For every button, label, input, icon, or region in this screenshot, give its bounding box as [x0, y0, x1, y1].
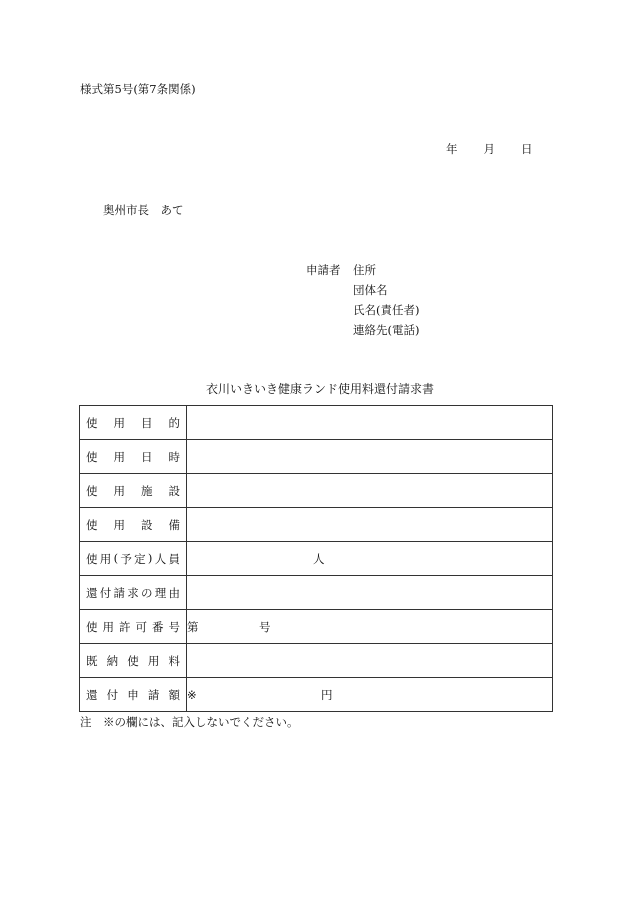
- table-row: [80, 508, 553, 542]
- row-label-char: 納: [106, 653, 119, 668]
- row-label-char: 的: [168, 415, 180, 430]
- row-value-field[interactable]: [187, 610, 553, 644]
- row-value-prefix: 第: [187, 619, 199, 634]
- date-year-label: 年: [446, 142, 458, 156]
- date-line: [446, 141, 533, 157]
- row-label-char: 時: [168, 449, 180, 464]
- row-label-char: 料: [168, 653, 180, 668]
- row-label-char: 使: [86, 619, 98, 634]
- row-label-char: 設: [141, 517, 153, 532]
- row-label: [80, 474, 187, 508]
- row-label-char: 定: [134, 551, 146, 566]
- row-label-char: 用: [102, 619, 114, 634]
- row-label-char: 備: [168, 517, 180, 532]
- table-row: [80, 610, 553, 644]
- row-label-char: 付: [106, 687, 119, 702]
- row-label-char: 使: [86, 415, 98, 430]
- applicant-contact-label: 連絡先(電話): [353, 323, 420, 337]
- row-label-char: 号: [168, 619, 180, 634]
- row-label: [80, 542, 187, 576]
- row-value-unit: 円: [321, 687, 333, 702]
- row-label-char: 用: [113, 415, 125, 430]
- row-value-unit: 人: [313, 551, 325, 566]
- row-label-char: 既: [86, 653, 98, 668]
- table-row: [80, 644, 553, 678]
- row-label: [80, 508, 187, 542]
- row-label-char: 目: [141, 415, 153, 430]
- applicant-label: 申請者: [306, 263, 341, 277]
- row-label-char: 予: [120, 551, 132, 566]
- table-row: [80, 440, 553, 474]
- row-label-char: 還: [86, 687, 98, 702]
- row-label: [80, 678, 187, 712]
- row-value-field[interactable]: [187, 474, 553, 508]
- row-label-char: 使: [86, 517, 98, 532]
- row-label-char: 理: [154, 585, 167, 600]
- addressee: 奥州市長 あて: [103, 203, 184, 217]
- row-value-field[interactable]: [187, 508, 553, 542]
- row-label-char: 用: [99, 551, 112, 566]
- row-label-char: (: [113, 550, 119, 565]
- form-number: 様式第5号(第7条関係): [80, 82, 196, 96]
- row-value-field[interactable]: [187, 440, 553, 474]
- row-label-char: 由: [168, 585, 180, 600]
- row-label-char: 番: [152, 619, 164, 634]
- applicant-name-label: 氏名(責任者): [353, 303, 420, 317]
- row-label: [80, 576, 187, 610]
- row-label: [80, 440, 187, 474]
- row-label-char: ): [147, 550, 153, 565]
- row-label-char: 額: [168, 687, 180, 702]
- row-label-char: 用: [113, 517, 125, 532]
- row-label-char: 施: [141, 483, 153, 498]
- row-label-char: 請: [113, 585, 125, 600]
- row-label: [80, 406, 187, 440]
- table-row: [80, 406, 553, 440]
- applicant-organization-label: 団体名: [353, 283, 388, 297]
- row-value-field[interactable]: [187, 644, 553, 678]
- row-value-unit: 号: [259, 619, 271, 634]
- row-value-field[interactable]: [187, 576, 553, 610]
- row-value-field[interactable]: [187, 542, 553, 576]
- row-value-field[interactable]: [187, 678, 553, 712]
- row-label: [80, 610, 187, 644]
- row-label-char: 還: [86, 585, 98, 600]
- row-label: [80, 644, 187, 678]
- row-label-char: 使: [86, 551, 98, 566]
- row-label-char: 求: [127, 585, 139, 600]
- document-title: 衣川いきいき健康ランド使用料還付請求書: [206, 382, 435, 396]
- row-label-char: 付: [99, 585, 112, 600]
- row-label-char: の: [141, 585, 153, 600]
- row-label-char: 許: [119, 619, 131, 634]
- row-value-field[interactable]: [187, 406, 553, 440]
- footnote: 注 ※の欄には、記入しないでください。: [80, 715, 299, 729]
- row-label-char: 使: [86, 483, 98, 498]
- applicant-address-label: 住所: [353, 263, 376, 277]
- row-label-char: 請: [147, 687, 160, 702]
- row-label-char: 用: [147, 653, 160, 668]
- row-label-char: 使: [86, 449, 98, 464]
- row-label-char: 可: [135, 619, 147, 634]
- row-label-char: 使: [127, 653, 139, 668]
- row-label-char: 人: [154, 551, 167, 566]
- row-label-char: 設: [168, 483, 180, 498]
- row-label-char: 日: [141, 449, 153, 464]
- row-label-char: 用: [113, 483, 125, 498]
- row-label-char: 申: [127, 687, 139, 702]
- table-row: [80, 576, 553, 610]
- row-value-prefix: ※: [187, 687, 197, 702]
- row-label-char: 員: [168, 551, 180, 566]
- table-row: [80, 678, 553, 712]
- table-row: [80, 542, 553, 576]
- date-month-label: 月: [483, 142, 495, 156]
- date-day-label: 日: [521, 142, 533, 156]
- table-row: [80, 474, 553, 508]
- row-label-char: 用: [113, 449, 125, 464]
- refund-request-table: [79, 405, 553, 712]
